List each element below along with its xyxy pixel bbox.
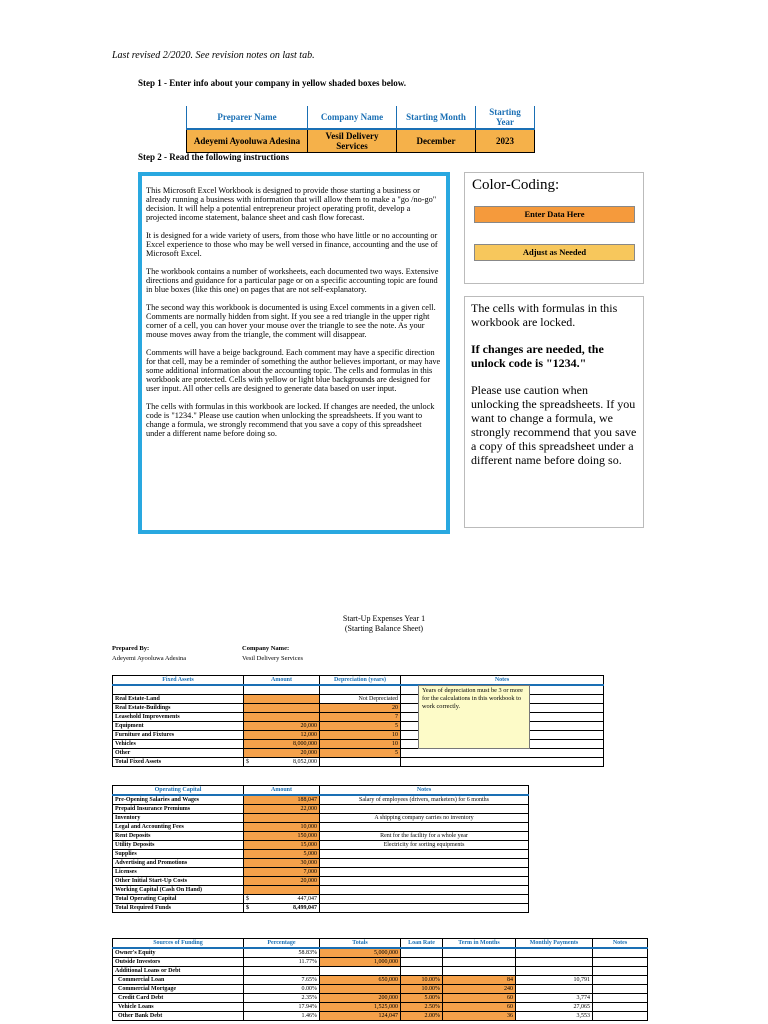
table-row — [113, 823, 529, 832]
table-cell — [244, 685, 320, 695]
table-cell: 3,553 — [516, 1012, 593, 1021]
table-cell — [320, 758, 401, 767]
table-cell[interactable]: 240 — [443, 985, 516, 994]
table-cell[interactable]: 20 — [320, 704, 401, 713]
preparer-name-cell[interactable]: Adeyemi Ayooluwa Adesina — [187, 129, 308, 153]
table-row — [113, 805, 529, 814]
fs-header: Notes — [593, 939, 648, 949]
table-cell — [516, 985, 593, 994]
table-cell[interactable]: 7 — [320, 713, 401, 722]
enter-data-swatch: Enter Data Here — [474, 206, 635, 223]
oc-header: Operating Capital — [113, 786, 244, 796]
table-cell: 0.00% — [244, 985, 320, 994]
table-cell: Vehicle Loans — [113, 1003, 244, 1012]
table-cell — [244, 967, 320, 976]
fa-header: Depreciation (years) — [320, 676, 401, 686]
sheet-subtitle: (Starting Balance Sheet) — [344, 624, 424, 633]
table-row — [113, 795, 529, 805]
instructions-paragraph: The workbook contains a number of worksheets, each documented two ways. Extensive directions and guidance for a particular page or on a specific accounting topic are found in blue boxes (like this one) on pages that are not self-explanatory. — [146, 267, 439, 294]
table-cell[interactable]: 5 — [320, 749, 401, 758]
table-cell: Outside Investors — [113, 958, 244, 967]
instructions-paragraph: This Microsoft Excel Workbook is designed to provide those starting a business or already running a business with information that will allow them to make a "go /no-go" decision. It will help a potential entrepreneur project operating profit, develop a projected income statement, balance sheet and cash flow forecast. — [146, 186, 437, 222]
table-cell: Utility Deposits — [113, 841, 244, 850]
table-row — [113, 832, 529, 841]
fa-header: Fixed Assets — [113, 676, 244, 686]
table-cell[interactable]: 60 — [443, 994, 516, 1003]
table-cell — [401, 967, 443, 976]
table-cell — [320, 823, 529, 832]
table-cell[interactable] — [320, 985, 401, 994]
table-cell — [593, 958, 648, 967]
table-cell: Additional Loans or Debt — [113, 967, 244, 976]
table-cell: $ 447,047 — [244, 895, 320, 904]
table-cell — [320, 886, 529, 895]
table-cell[interactable] — [244, 814, 320, 823]
depreciation-comment: Years of depreciation must be 3 or more for the calculations in this workbook to work correctly. — [418, 685, 530, 749]
table-cell: Other Bank Debt — [113, 1012, 244, 1021]
table-cell: Total Required Funds — [113, 904, 244, 913]
table-row — [113, 749, 604, 758]
table-cell — [516, 958, 593, 967]
table-cell: 10,791 — [516, 976, 593, 985]
table-cell — [320, 895, 529, 904]
table-cell[interactable] — [244, 713, 320, 722]
starting-month-cell[interactable]: December — [397, 129, 476, 153]
table-cell: Working Capital (Cash On Hand) — [113, 886, 244, 895]
table-cell[interactable]: 2.50% — [401, 1003, 443, 1012]
fs-header: Loan Rate — [401, 939, 443, 949]
revision-note: Last revised 2/2020. See revision notes on last tab. — [112, 50, 315, 61]
instructions-box — [138, 172, 450, 534]
table-cell: 58.83% — [244, 948, 320, 958]
operating-capital-table — [112, 785, 529, 913]
table-row — [113, 877, 529, 886]
table-cell: 17.94% — [244, 1003, 320, 1012]
table-cell[interactable]: 20,000 — [244, 749, 320, 758]
oc-header: Amount — [244, 786, 320, 796]
company-info-table — [186, 106, 535, 153]
table-cell — [593, 985, 648, 994]
table-cell: Total Fixed Assets — [113, 758, 244, 767]
adjust-swatch: Adjust as Needed — [474, 244, 635, 261]
table-cell[interactable]: 5,000,000 — [320, 948, 401, 958]
table-row — [113, 850, 529, 859]
table-cell — [320, 859, 529, 868]
fs-header: Totals — [320, 939, 401, 949]
prepared-by-label: Prepared By: — [112, 645, 150, 652]
table-cell[interactable]: 1,525,000 — [320, 1003, 401, 1012]
table-cell: $ 8,499,047 — [244, 904, 320, 913]
table-cell[interactable]: 650,000 — [320, 976, 401, 985]
starting-year-cell[interactable]: 2023 — [476, 129, 535, 153]
table-cell: 3,774 — [516, 994, 593, 1003]
unlock-code-text: If changes are needed, the unlock code is "1234." — [471, 342, 604, 370]
table-cell — [401, 749, 604, 758]
company-value: Vesil Delivery Services — [242, 655, 304, 662]
table-row — [113, 859, 529, 868]
company-name-cell[interactable]: Vesil Delivery Services — [308, 129, 397, 153]
table-cell: Real Estate-Buildings — [113, 704, 244, 713]
table-cell: Commercial Mortgage — [113, 985, 244, 994]
table-row — [113, 967, 648, 976]
funding-sources-table — [112, 938, 648, 1021]
table-cell[interactable]: 30,000 — [244, 859, 320, 868]
info-header-company: Company Name — [308, 106, 397, 129]
caution-text: Please use caution when unlocking the spreadsheets. If you want to change a formula, we strongly recommend that you save a copy of this spreadsheet under a different name before doing so. — [471, 383, 637, 467]
table-row — [113, 958, 648, 967]
table-cell — [320, 904, 529, 913]
table-cell: Leasehold Improvements — [113, 713, 244, 722]
table-cell — [401, 948, 443, 958]
table-cell[interactable]: 1,000,000 — [320, 958, 401, 967]
table-cell[interactable]: 2.00% — [401, 1012, 443, 1021]
table-cell — [443, 958, 516, 967]
oc-header: Notes — [320, 786, 529, 796]
table-cell — [593, 1003, 648, 1012]
table-cell — [320, 967, 401, 976]
table-cell — [401, 758, 604, 767]
table-cell: Advertising and Promotions — [113, 859, 244, 868]
table-row — [113, 814, 529, 823]
table-cell[interactable]: 200,000 — [320, 994, 401, 1003]
table-cell — [401, 958, 443, 967]
table-cell[interactable]: 20,000 — [244, 722, 320, 731]
table-cell[interactable]: 10,000 — [244, 823, 320, 832]
prepared-by-value: Adeyemi Ayooluwa Adesina — [112, 655, 187, 662]
table-cell: Real Estate-Land — [113, 695, 244, 704]
table-cell — [113, 685, 244, 695]
color-coding-title: Color-Coding: — [472, 177, 560, 193]
table-cell[interactable] — [244, 704, 320, 713]
table-row — [113, 758, 604, 767]
table-row — [113, 868, 529, 877]
table-cell: Owner's Equity — [113, 948, 244, 958]
instructions-paragraph: Comments will have a beige background. Each comment may have a specific direction for that cell, may be a reminder of something the author believes important, or may have some additional information about the accounting topic. The cells and formulas in this workbook are protected. Cells with yellow or light blue backgrounds are designed for user input. All other cells are designed to generate data based on user input. — [146, 348, 441, 393]
instructions-paragraph: The cells with formulas in this workbook are locked. If changes are needed, the unlock code is "1234." Please use caution when unlocking the spreadsheets. If you want to change a formula, we strongly recommend that you save a copy of this spreadsheet under a different name before doing so. — [146, 402, 435, 438]
table-cell: Credit Card Debt — [113, 994, 244, 1003]
table-cell[interactable]: 20,000 — [244, 877, 320, 886]
table-cell[interactable]: 150,000 — [244, 832, 320, 841]
table-cell — [593, 976, 648, 985]
table-cell: Other — [113, 749, 244, 758]
table-cell: Inventory — [113, 814, 244, 823]
table-cell[interactable]: 84 — [443, 976, 516, 985]
table-cell: 2.35% — [244, 994, 320, 1003]
table-row — [113, 994, 648, 1003]
table-cell[interactable]: 36 — [443, 1012, 516, 1021]
color-coding-box — [464, 172, 644, 284]
table-cell: Furniture and Fixtures — [113, 731, 244, 740]
company-label: Company Name: — [242, 645, 290, 652]
table-cell[interactable]: 15,000 — [244, 841, 320, 850]
table-cell[interactable] — [244, 695, 320, 704]
table-cell — [593, 967, 648, 976]
table-row — [113, 948, 648, 958]
table-row — [113, 886, 529, 895]
table-cell[interactable]: 10.00% — [401, 985, 443, 994]
table-cell: $ 8,052,000 — [244, 758, 320, 767]
fa-header: Notes — [401, 676, 604, 686]
instructions-paragraph: The second way this workbook is documented is using Excel comments in a given cell. Comments are normally hidden from sight. If you see a red triangle in the upper right corner of a cell, you can hover your mouse over the triangle to see the note. As your mouse moves away from the triangle, the comment will disappear. — [146, 303, 436, 339]
table-cell[interactable]: 7,000 — [244, 868, 320, 877]
table-cell — [516, 967, 593, 976]
fs-header: Monthly Payments — [516, 939, 593, 949]
table-cell — [593, 994, 648, 1003]
table-cell — [516, 948, 593, 958]
table-cell: Rent for the facility for a whole year — [320, 832, 529, 841]
fa-header: Amount — [244, 676, 320, 686]
table-cell — [320, 850, 529, 859]
table-cell[interactable]: 10 — [320, 740, 401, 749]
table-cell: 27,065 — [516, 1003, 593, 1012]
table-cell — [320, 868, 529, 877]
table-cell[interactable] — [244, 886, 320, 895]
table-cell: Prepaid Insurance Premiums — [113, 805, 244, 814]
fixed-assets-table — [112, 675, 604, 767]
table-cell[interactable]: 188,047 — [244, 795, 320, 805]
table-cell[interactable]: 22,000 — [244, 805, 320, 814]
table-cell — [320, 685, 401, 695]
step2-heading: Step 2 - Read the following instructions — [138, 152, 290, 162]
table-cell: Not Depreciated — [320, 695, 401, 704]
table-cell — [593, 948, 648, 958]
table-cell[interactable]: 12,000 — [244, 731, 320, 740]
fs-header: Percentage — [244, 939, 320, 949]
instructions-paragraph: It is designed for a wide variety of users, from those who have little or no accounting or Excel experience to those who may be well versed in finance, accounting and the use of Microsoft Excel. — [146, 231, 438, 258]
table-cell[interactable]: 10 — [320, 731, 401, 740]
lock-text: The cells with formulas in this workbook are locked. — [471, 301, 618, 329]
table-row — [113, 985, 648, 994]
step1-heading: Step 1 - Enter info about your company in yellow shaded boxes below. — [138, 78, 406, 88]
table-row — [113, 1012, 648, 1021]
table-cell: Commercial Loan — [113, 976, 244, 985]
table-cell: Supplies — [113, 850, 244, 859]
table-cell[interactable]: 5.00% — [401, 994, 443, 1003]
table-cell — [443, 948, 516, 958]
table-cell[interactable]: 60 — [443, 1003, 516, 1012]
table-cell: Rent Deposits — [113, 832, 244, 841]
info-header-year: Starting Year — [476, 106, 535, 129]
table-cell[interactable]: 10.00% — [401, 976, 443, 985]
table-cell: Salary of employees (drivers, marketers) for 6 months — [320, 795, 529, 805]
table-row — [113, 1003, 648, 1012]
fs-header: Term in Months — [443, 939, 516, 949]
table-cell — [320, 877, 529, 886]
table-cell: A shipping company carries no inventory — [320, 814, 529, 823]
table-cell[interactable]: 5 — [320, 722, 401, 731]
table-cell: Equipment — [113, 722, 244, 731]
info-header-month: Starting Month — [397, 106, 476, 129]
fs-header: Sources of Funding — [113, 939, 244, 949]
table-row — [113, 976, 648, 985]
table-cell: Other Initial Start-Up Costs — [113, 877, 244, 886]
table-cell: Legal and Accounting Fees — [113, 823, 244, 832]
table-cell: Vehicles — [113, 740, 244, 749]
table-row — [113, 895, 529, 904]
table-cell — [593, 1012, 648, 1021]
table-cell: Total Operating Capital — [113, 895, 244, 904]
table-cell: Electricity for sorting equipments — [320, 841, 529, 850]
table-cell: 7.65% — [244, 976, 320, 985]
table-cell[interactable]: 5,000 — [244, 850, 320, 859]
table-cell — [443, 967, 516, 976]
table-cell — [320, 805, 529, 814]
lock-info-box — [464, 296, 644, 528]
table-cell: 11.77% — [244, 958, 320, 967]
table-cell: Licenses — [113, 868, 244, 877]
info-header-preparer: Preparer Name — [187, 106, 308, 129]
table-cell[interactable]: 8,000,000 — [244, 740, 320, 749]
table-row — [113, 841, 529, 850]
sheet-title: Start-Up Expenses Year 1 — [342, 614, 426, 623]
table-row — [113, 904, 529, 913]
table-cell[interactable]: 124,047 — [320, 1012, 401, 1021]
table-cell: Pre-Opening Salaries and Wages — [113, 795, 244, 805]
table-cell: 1.46% — [244, 1012, 320, 1021]
